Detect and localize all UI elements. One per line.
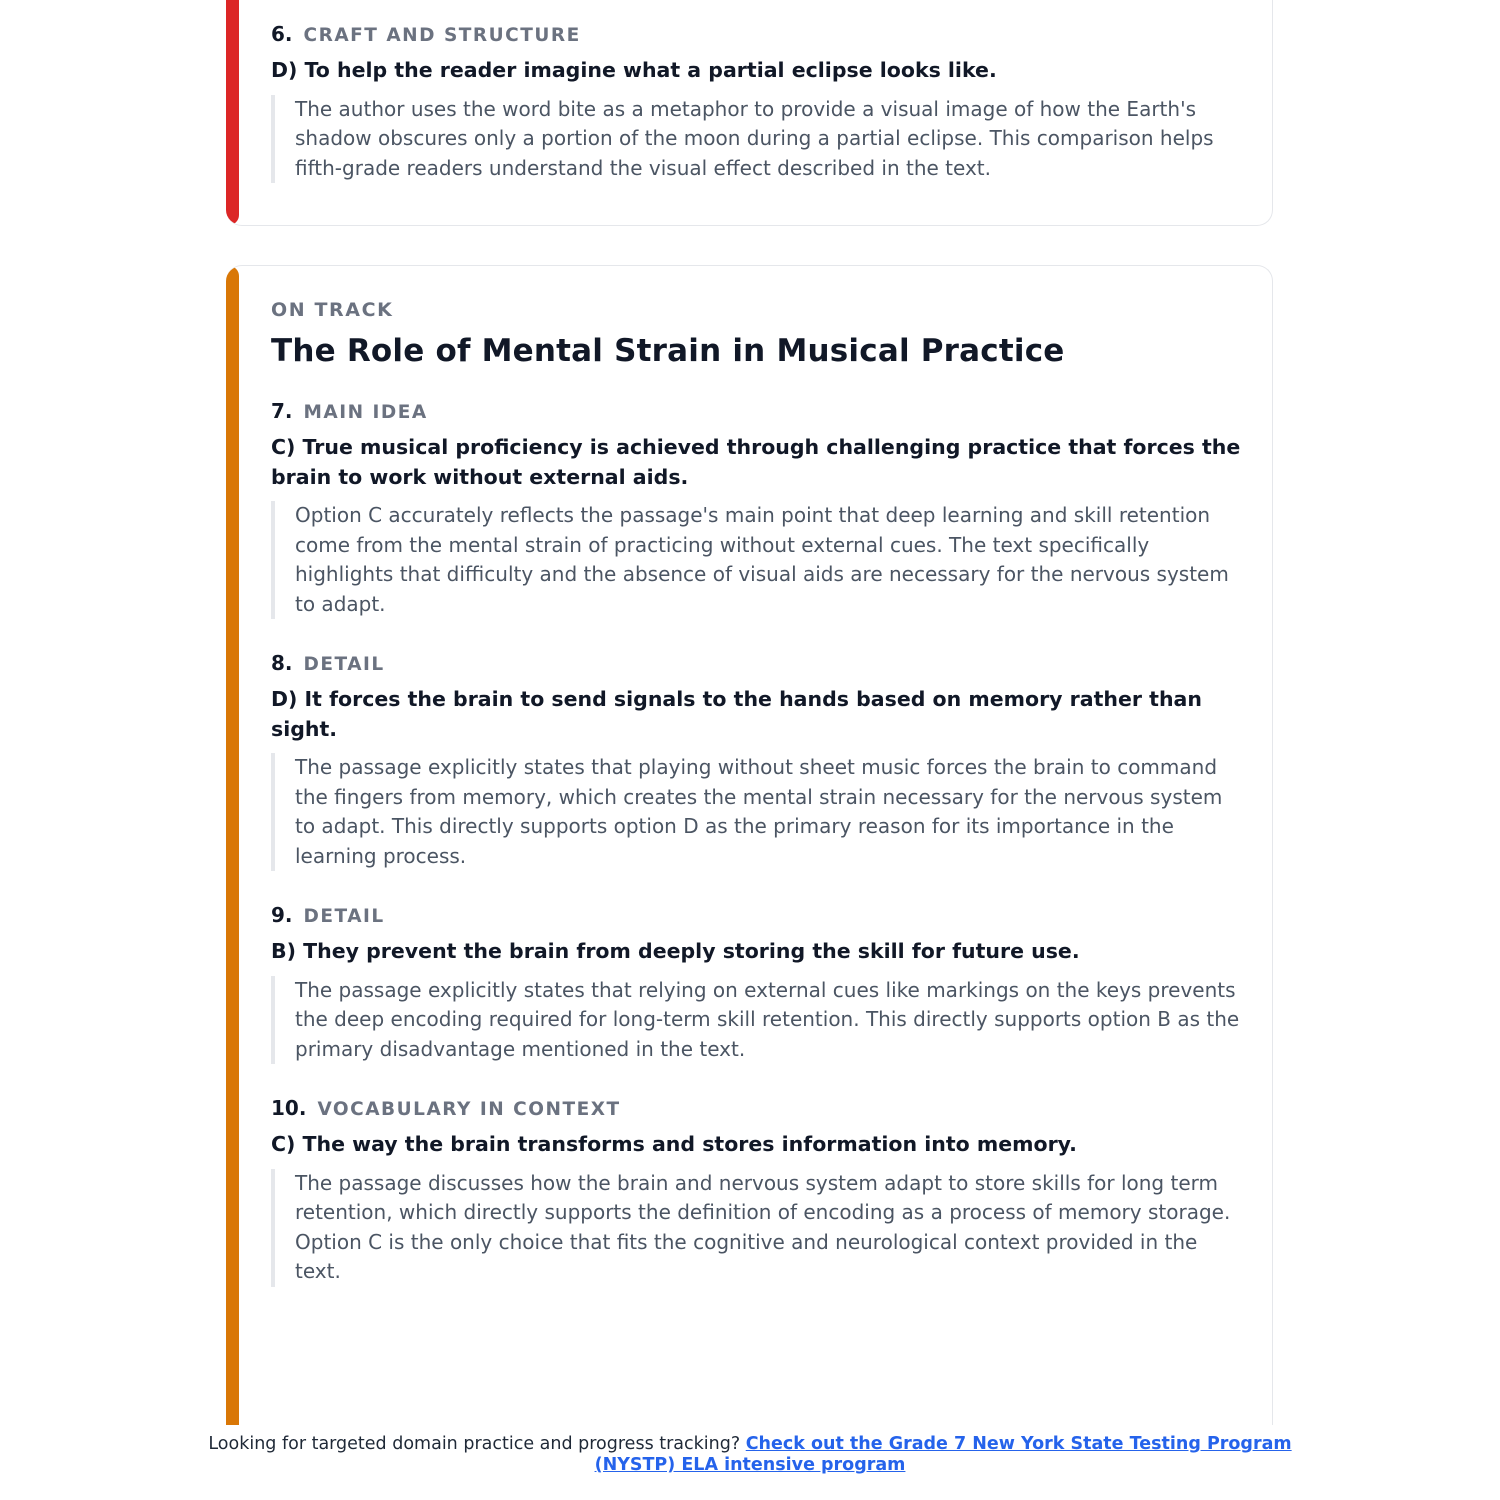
question-item [271,650,1244,871]
question-header [271,1095,1244,1121]
answer-explanation: The passage explicitly states that relying on external cues like markings on the keys prevents the deep encoding required for long-term skill retention. This directly supports option B as the primary disadvantage mentioned in the text. [271,976,1244,1065]
question-item [271,902,1244,1064]
answer-explanation: Option C accurately reflects the passage's main point that deep learning and skill retention come from the mental strain of practicing without external cues. The text specifically highlights that difficulty and the absence of visual aids are necessary for the nervous system to adapt. [271,501,1244,619]
question-number: 10. [271,1096,307,1120]
question-header [271,398,1244,424]
status-accent-bar [226,266,239,1425]
passage-title: The Role of Mental Strain in Musical Practice [271,333,1065,369]
correct-answer: C) True musical proficiency is achieved through challenging practice that forces the brain to work without external aids. [271,435,1241,489]
question-number: 7. [271,399,293,423]
footer-text: Looking for targeted domain practice and progress tracking? [208,1434,741,1454]
answer-card-passage [226,265,1273,1425]
question-category: VOCABULARY IN CONTEXT [317,1099,621,1120]
question-category: CRAFT AND STRUCTURE [303,25,581,46]
correct-answer: D) It forces the brain to send signals to the hands based on memory rather than sight. [271,687,1202,741]
answer-explanation: The passage explicitly states that playing without sheet music forces the brain to command the fingers from memory, which creates the mental strain necessary for the nervous system to adapt. This directly supports option D as the primary reason for its importance in the learning process. [271,753,1244,871]
question-category: DETAIL [303,906,385,927]
question-number: 6. [271,22,293,46]
answer-explanation: The author uses the word bite as a metaphor to provide a visual image of how the Earth's shadow obscures only a portion of the moon during a partial eclipse. This comparison helps fifth-grade readers understand the visual effect described in the text. [271,95,1244,184]
question-item [271,1095,1244,1287]
question-header [271,902,1244,928]
question-header [271,21,1244,47]
status-label: ON TRACK [271,299,394,321]
question-item [271,21,1244,183]
correct-answer: B) They prevent the brain from deeply storing the skill for future use. [271,939,1080,963]
question-number: 8. [271,651,293,675]
question-item [271,398,1244,619]
question-category: MAIN IDEA [303,402,428,423]
card-content [271,21,1244,183]
correct-answer: D) To help the reader imagine what a partial eclipse looks like. [271,58,997,82]
answer-explanation: The passage discusses how the brain and nervous system adapt to store skills for long term retention, which directly supports the definition of encoding as a process of memory storage. Option C is the only choice that fits the cognitive and neurological context provided in the text. [271,1169,1244,1287]
question-number: 9. [271,903,293,927]
card-content [271,297,1244,1287]
question-header [271,650,1244,676]
answer-card-previous [226,0,1273,226]
status-accent-bar [226,0,239,225]
correct-answer: C) The way the brain transforms and stores information into memory. [271,1132,1077,1156]
promo-footer [200,1434,1300,1476]
question-category: DETAIL [303,654,385,675]
program-link[interactable]: Check out the Grade 7 New York State Testing Program (NYSTP) ELA intensive program [594,1434,1292,1475]
